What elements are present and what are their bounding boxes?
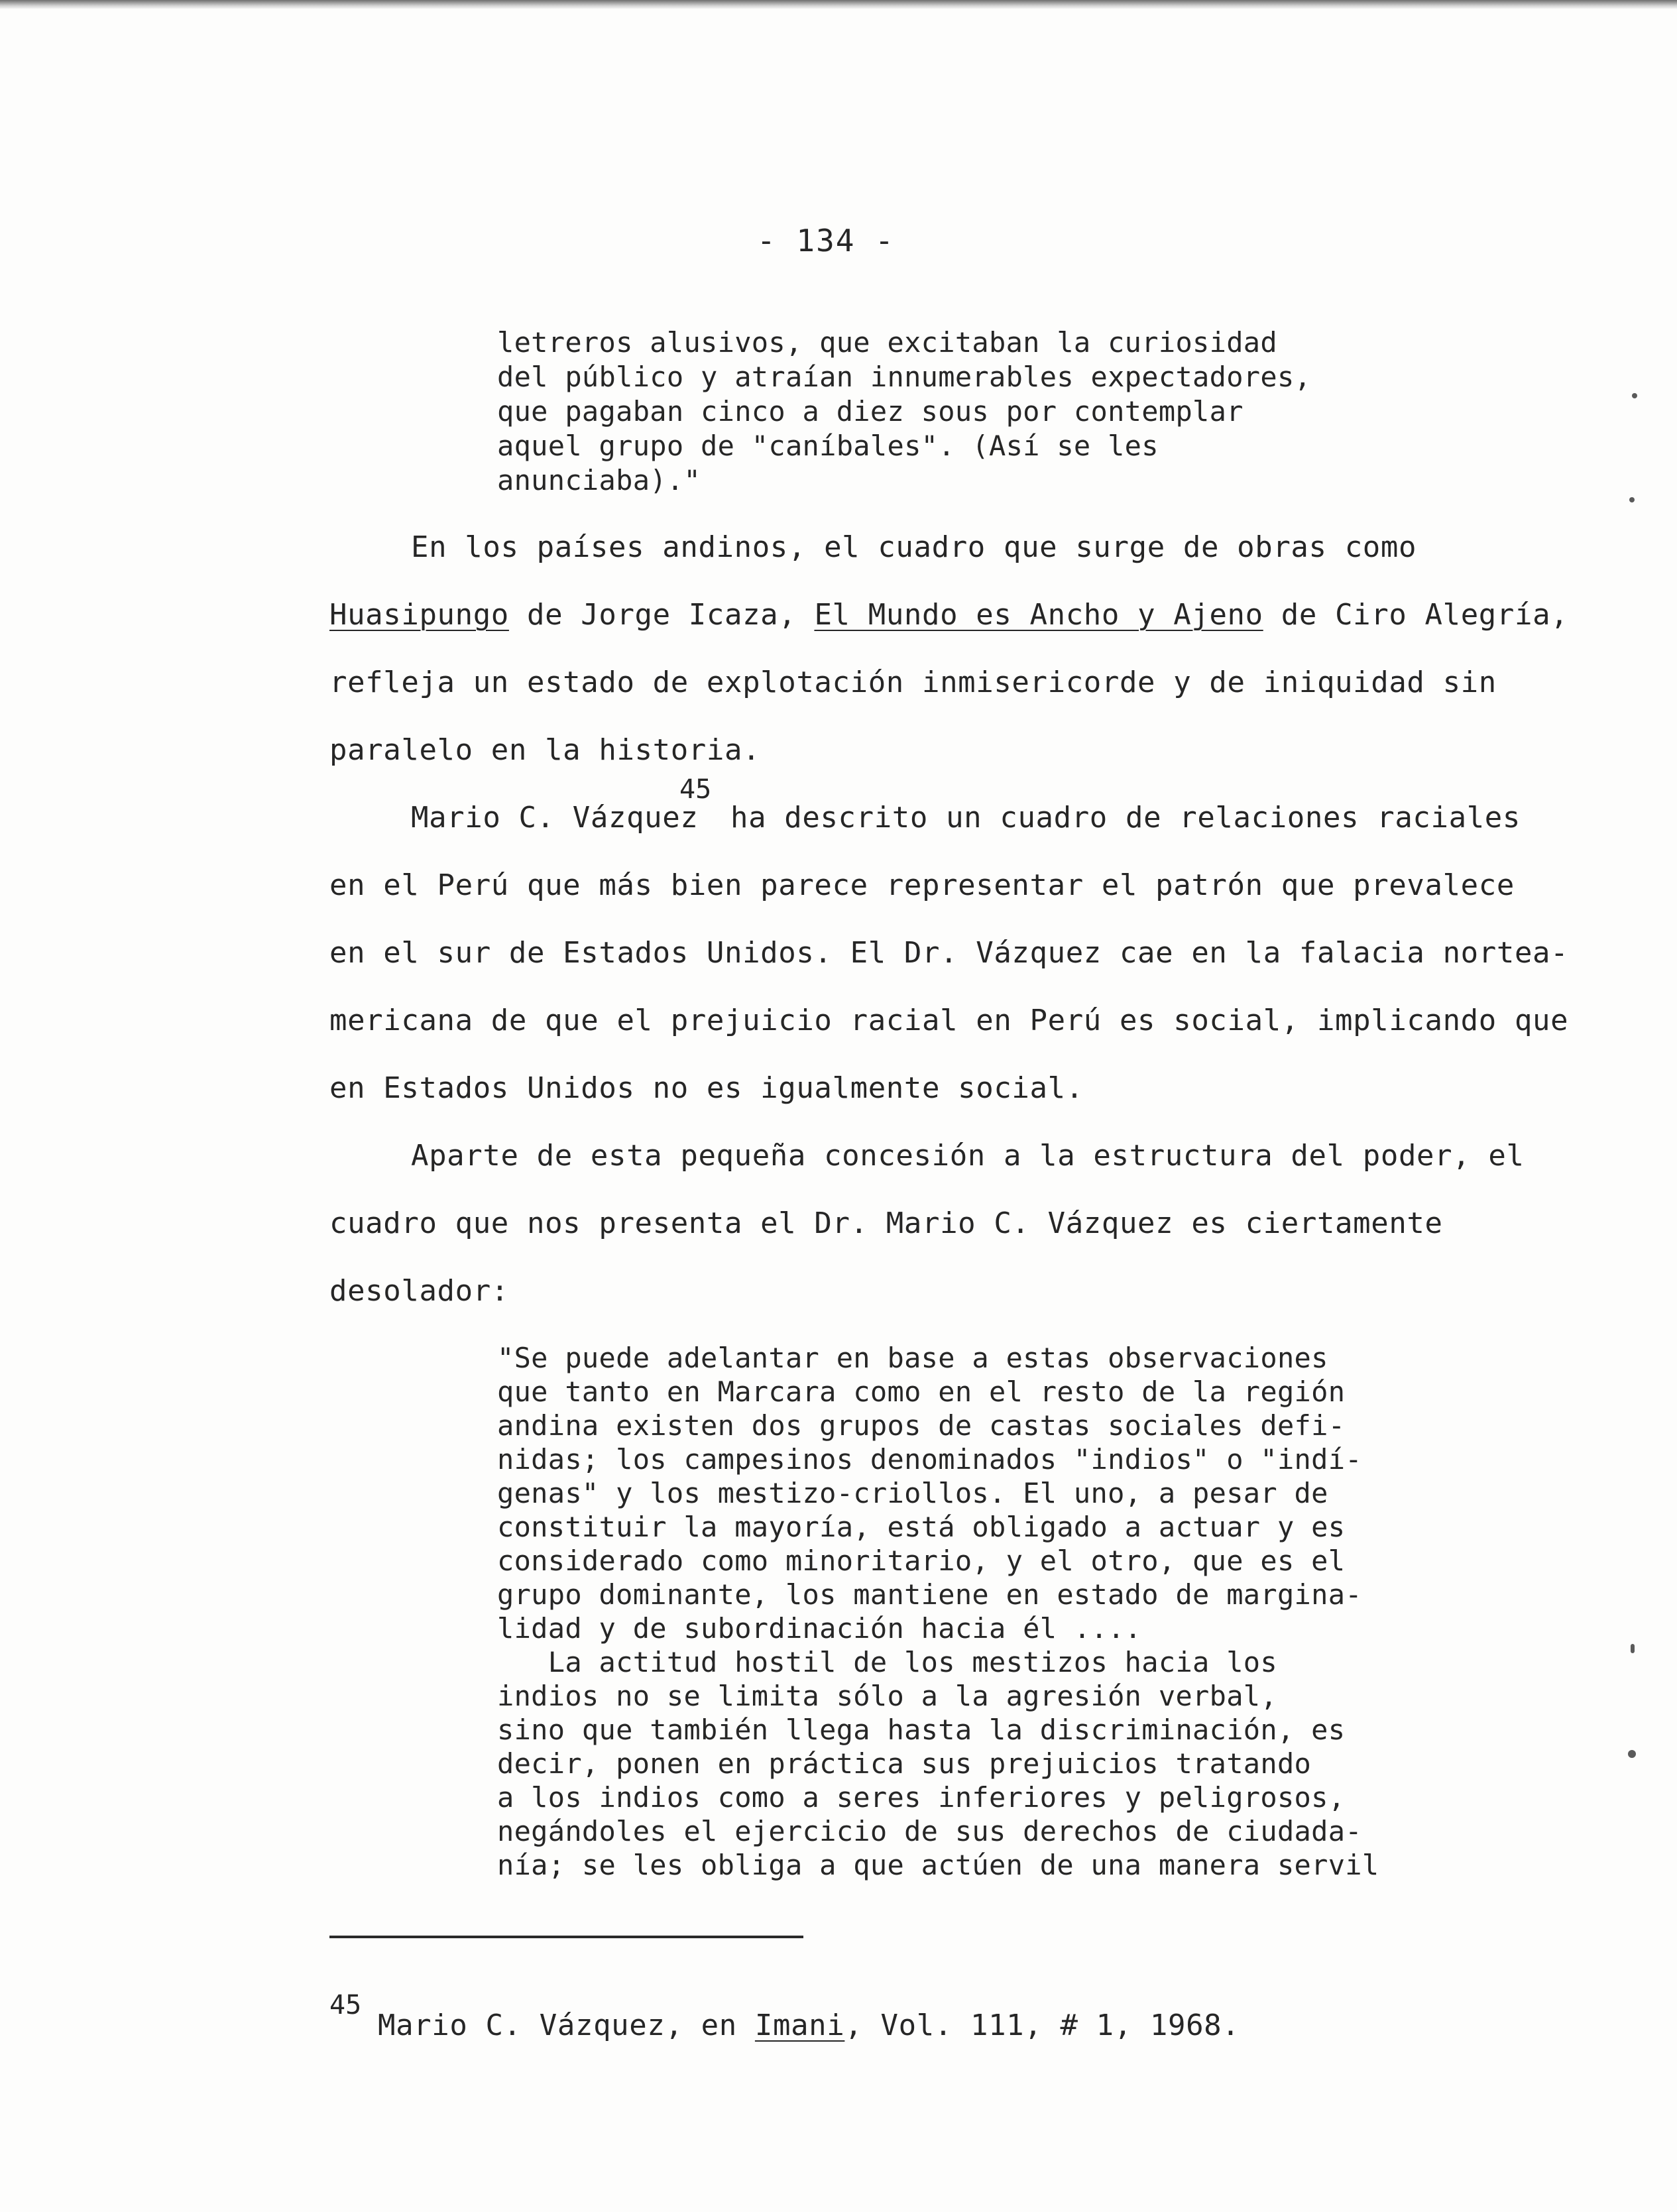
body-line: cuadro que nos presenta el Dr. Mario C. Vázquez es ciertamente — [329, 1206, 1443, 1240]
quote-line: lidad y de subordinación hacia él .... — [497, 1612, 1142, 1645]
quote-line: "Se puede adelantar en base a estas observaciones — [497, 1342, 1328, 1374]
body-line: en Estados Unidos no es igualmente social. — [329, 1071, 1084, 1105]
body-line: ha descrito un cuadro de relaciones raciales — [730, 801, 1521, 835]
quote-line: sino que también llega hasta la discriminación, es — [497, 1714, 1346, 1746]
quote-line: aquel grupo de "caníbales". (Así se les — [497, 430, 1159, 462]
quote-line: nidas; los campesinos denominados "indios" o "indí- — [497, 1443, 1362, 1476]
quote-line: decir, ponen en práctica sus prejuicios tratando — [497, 1747, 1312, 1780]
body-line: En los países andinos, el cuadro que surge de obras como — [411, 530, 1417, 564]
body-line: Mario C. Vázquez — [411, 801, 699, 835]
quote-line: que pagaban cinco a diez sous por contemplar — [497, 395, 1243, 428]
body-line: en el sur de Estados Unidos. El Dr. Vázquez cae en la falacia nortea- — [329, 936, 1569, 970]
footnote-rule — [329, 1936, 803, 1938]
scan-speck — [1631, 1644, 1635, 1653]
body-line: Aparte de esta pequeña concesión a la estructura del poder, el — [411, 1139, 1525, 1173]
quote-line: que tanto en Marcara como en el resto de la región — [497, 1375, 1346, 1408]
scan-speck — [1628, 1750, 1636, 1758]
body-line: desolador: — [329, 1274, 509, 1308]
quote-line: nía; se les obliga a que actúen de una manera servil — [497, 1849, 1379, 1881]
book-title-el-mundo: El Mundo es Ancho y Ajeno — [814, 598, 1263, 632]
body-line: refleja un estado de explotación inmisericorde y de iniquidad sin — [329, 666, 1497, 699]
quote-line: del público y atraían innumerables expectadores, — [497, 361, 1312, 393]
page-number: - 134 - — [757, 223, 895, 259]
journal-title: Imani — [754, 2008, 845, 2042]
quote-line: indios no se limita sólo a la agresión verbal, — [497, 1680, 1277, 1712]
quote-line: andina existen dos grupos de castas sociales defi- — [497, 1409, 1346, 1442]
scan-speck — [1629, 497, 1635, 502]
body-line — [329, 598, 1568, 632]
scan-speck — [1632, 393, 1637, 398]
footnote-text — [378, 2008, 1240, 2042]
quote-line: grupo dominante, los mantiene en estado de margina- — [497, 1578, 1362, 1611]
footnote-number: 45 — [329, 1990, 362, 2020]
scan-top-edge — [0, 0, 1677, 9]
quote-line: La actitud hostil de los mestizos hacia los — [497, 1646, 1277, 1678]
quote-line: genas" y los mestizo-criollos. El uno, a pesar de — [497, 1477, 1328, 1509]
body-line: mericana de que el prejuicio racial en Perú es social, implicando que — [329, 1004, 1569, 1037]
quote-line: letreros alusivos, que excitaban la curiosidad — [497, 326, 1277, 359]
body-line: en el Perú que más bien parece representar el patrón que prevalece — [329, 868, 1515, 902]
book-title-huasipungo: Huasipungo — [329, 598, 509, 632]
quote-line: anunciaba)." — [497, 464, 701, 496]
body-text: de Jorge Icaza, — [508, 598, 815, 632]
quote-line: constituir la mayoría, está obligado a actuar y es — [497, 1511, 1346, 1543]
body-text: de Ciro Alegría, — [1263, 598, 1569, 632]
quote-line: considerado como minoritario, y el otro, que es el — [497, 1544, 1346, 1577]
footnote-text-a: Mario C. Vázquez, en — [378, 2008, 755, 2042]
quote-line: negándoles el ejercicio de sus derechos de ciudada- — [497, 1815, 1362, 1847]
footnote-text-b: , Vol. 111, # 1, 1968. — [844, 2008, 1240, 2042]
body-line: paralelo en la historia. — [329, 733, 761, 767]
footnote-reference: 45 — [679, 774, 712, 805]
quote-line: a los indios como a seres inferiores y peligrosos, — [497, 1781, 1346, 1814]
